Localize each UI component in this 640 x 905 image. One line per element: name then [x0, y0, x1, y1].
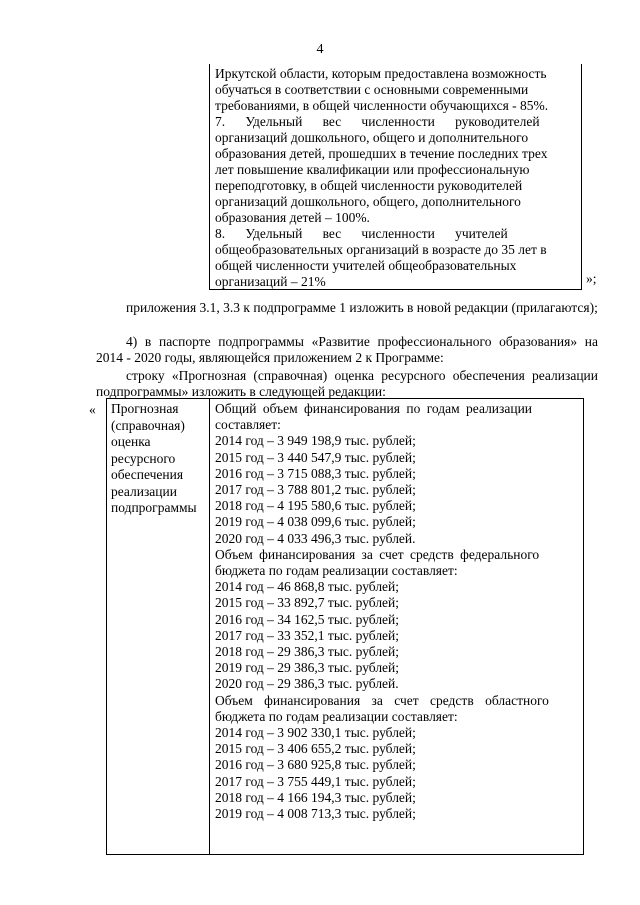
funding-line: 2014 год – 3 949 198,9 тыс. рублей;: [215, 433, 416, 449]
paragraph-appendices: приложения 3.1, 3.3 к подпрограмме 1 изложить в новой редакции (прилагаются);: [126, 300, 598, 315]
table-line: переподготовку, в общей численности руководителей: [215, 178, 523, 193]
funding-line: 2016 год – 3 680 925,8 тыс. рублей;: [215, 757, 416, 773]
table-line: Иркутской области, которым предоставлена возможность: [215, 66, 547, 81]
funding-line: Объем финансирования за счет средств федерального: [215, 546, 540, 562]
header-line: подпрограммы: [111, 500, 197, 515]
table-line: требованиями, в общей численности обучающихся - 85%.: [215, 98, 549, 113]
header-line: реализации: [111, 483, 177, 499]
page-number: 4: [316, 42, 324, 57]
table-line: общей численности учителей общеобразовательных: [215, 258, 517, 273]
table-line: организаций – 21%: [215, 274, 326, 289]
column-divider: [209, 399, 210, 854]
table-line: 8. Удельный вес численности учителей: [215, 226, 508, 241]
funding-line: Объем финансирования за счет средств областного: [215, 692, 549, 708]
paragraph-passport: 4) в паспорте подпрограммы «Развитие профессионального образования» на 2014 - 2020 годы, являющейся приложением 2 к Программе:: [96, 334, 598, 365]
funding-line: Общий объем финансирования по годам реализации: [215, 401, 533, 416]
funding-line: 2014 год – 46 868,8 тыс. рублей;: [215, 579, 400, 595]
funding-line: 2017 год – 3 788 801,2 тыс. рублей;: [215, 482, 416, 498]
table-cell-indicators: [215, 66, 578, 290]
opening-quote-mark: «: [89, 402, 96, 417]
funding-line: бюджета по годам реализации составляет:: [215, 563, 458, 579]
header-line: (справочная): [111, 417, 185, 433]
funding-line: 2020 год – 4 033 496,3 тыс. рублей.: [215, 530, 416, 546]
table-line: 7. Удельный вес численности руководителей: [215, 114, 540, 129]
funding-line: 2017 год – 33 352,1 тыс. рублей;: [215, 627, 400, 643]
funding-line: бюджета по годам реализации составляет:: [215, 708, 458, 724]
table-line: образования детей – 100%.: [215, 210, 370, 225]
funding-line: 2015 год – 3 440 547,9 тыс. рублей;: [215, 449, 416, 465]
header-line: ресурсного: [111, 450, 176, 466]
funding-line: 2017 год – 3 755 449,1 тыс. рублей;: [215, 773, 416, 789]
row-header: [111, 401, 207, 517]
paragraph-row: строку «Прогнозная (справочная) оценка ресурсного обеспечения реализации подпрограммы» изложить в следующей редакции:: [96, 368, 598, 399]
header-line: Прогнозная: [111, 401, 179, 416]
table-line: организаций дошкольного, общего и дополнительного: [215, 130, 529, 145]
funding-line: составляет:: [215, 417, 281, 433]
closing-quote-mark: »;: [586, 271, 597, 286]
funding-line: 2015 год – 33 892,7 тыс. рублей;: [215, 595, 400, 611]
funding-line: 2020 год – 29 386,3 тыс. рублей.: [215, 676, 399, 692]
funding-line: 2019 год – 4 038 099,6 тыс. рублей;: [215, 514, 416, 530]
funding-table: [106, 398, 584, 855]
header-line: оценка: [111, 434, 151, 449]
continued-table: [209, 64, 582, 290]
table-line: общеобразовательных организаций в возрасте до 35 лет в: [215, 242, 547, 257]
header-line: обеспечения: [111, 467, 184, 482]
funding-line: 2016 год – 34 162,5 тыс. рублей;: [215, 611, 400, 627]
funding-line: 2018 год – 29 386,3 тыс. рублей;: [215, 644, 400, 660]
table-line: организаций дошкольного, общего, дополнительного: [215, 194, 521, 209]
table-line: лет повышение квалификации или профессиональную: [215, 162, 530, 177]
table-line: образования детей, прошедших в течение последних трех: [215, 146, 548, 161]
funding-line: 2018 год – 4 166 194,3 тыс. рублей;: [215, 789, 416, 805]
funding-details: [215, 401, 579, 822]
funding-line: 2014 год – 3 902 330,1 тыс. рублей;: [215, 725, 416, 741]
table-line: обучаться в соответствии с основными современными: [215, 82, 529, 97]
funding-line: 2019 год – 4 008 713,3 тыс. рублей;: [215, 806, 416, 822]
funding-line: 2019 год – 29 386,3 тыс. рублей;: [215, 660, 400, 676]
funding-line: 2016 год – 3 715 088,3 тыс. рублей;: [215, 465, 416, 481]
funding-line: 2015 год – 3 406 655,2 тыс. рублей;: [215, 741, 416, 757]
funding-line: 2018 год – 4 195 580,6 тыс. рублей;: [215, 498, 416, 514]
